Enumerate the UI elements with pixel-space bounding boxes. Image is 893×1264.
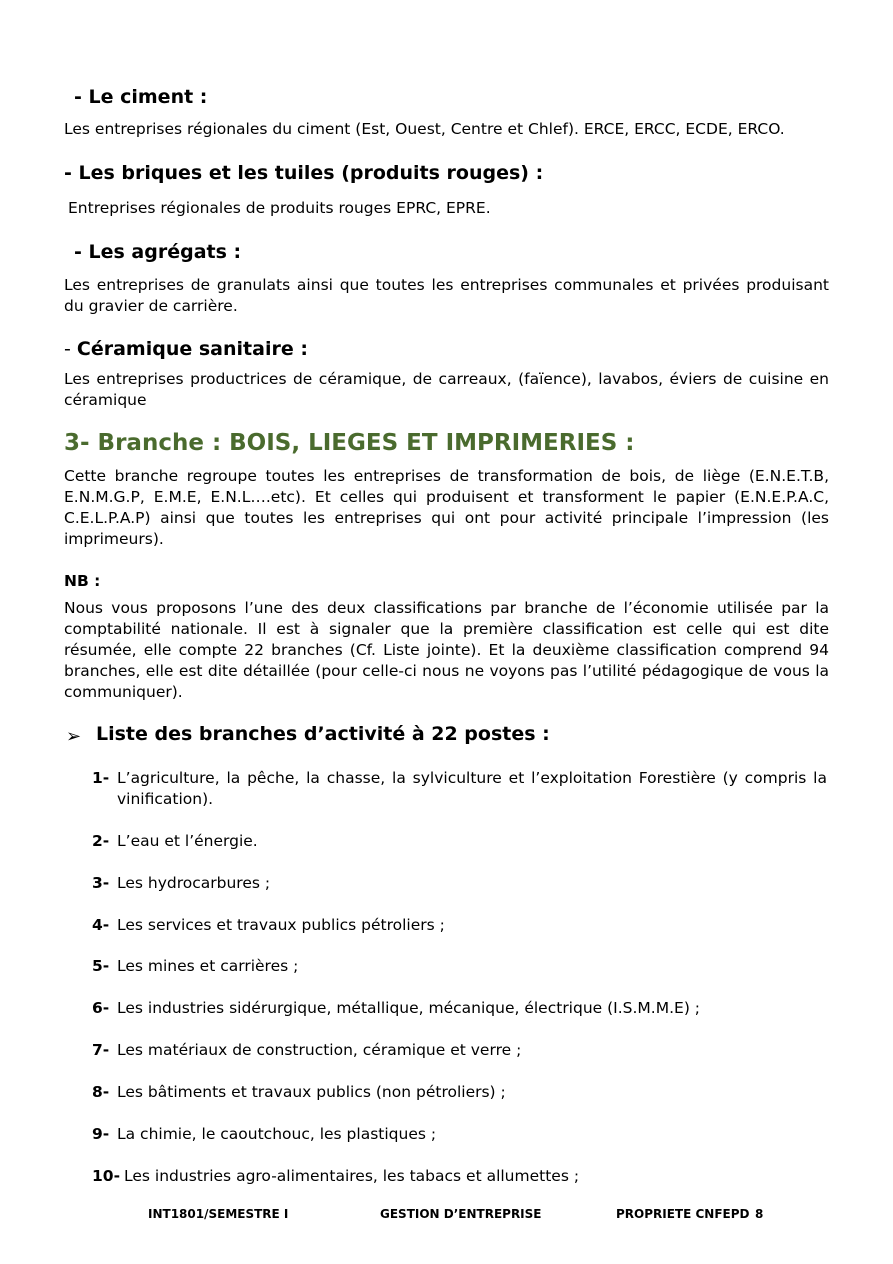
- paragraph-ciment: Les entreprises régionales du ciment (Est, Ouest, Centre et Chlef). ERCE, ERCC, ECDE, ERCO.: [64, 120, 785, 138]
- list-item-text: Les bâtiments et travaux publics (non pétroliers) ;: [117, 1083, 506, 1101]
- list-item-number: 9-: [92, 1125, 110, 1143]
- list-item-number: 10-: [92, 1167, 121, 1185]
- heading-agregats: - Les agrégats :: [74, 241, 242, 263]
- list-item-text: Les matériaux de construction, céramique et verre ;: [117, 1041, 522, 1059]
- list-title: Liste des branches d’activité à 22 postes :: [96, 723, 550, 745]
- list-item-number: 1-: [92, 769, 110, 787]
- list-item-number: 2-: [92, 832, 110, 850]
- paragraph-agregats: Les entreprises de granulats ainsi que toutes les entreprises communales et privées produisant du gravier de carrière.: [64, 276, 829, 315]
- list-item-number: 4-: [92, 916, 110, 934]
- list-item-text: Les industries agro-alimentaires, les tabacs et allumettes ;: [124, 1167, 580, 1185]
- nb-label: NB :: [64, 572, 101, 590]
- list-item-text: Les services et travaux publics pétroliers ;: [117, 916, 445, 934]
- heading-ciment: - Le ciment :: [74, 86, 208, 108]
- paragraph-branche: Cette branche regroupe toutes les entreprises de transformation de bois, de liège (E.N.E.T.B, E.N.M.G.P, E.M.E, E.N.L….etc). Et celles qui produisent et transforment le papier (E.N.E.P.A.C, C.E.L.P.A.P) ainsi que toutes les entreprises qui ont pour activité principale l’impression (les imprimeurs).: [64, 467, 829, 548]
- list-item-number: 7-: [92, 1041, 110, 1059]
- list-item: [92, 998, 829, 1019]
- heading-ceramique-prefix: -: [64, 338, 77, 360]
- list-item: [92, 1166, 829, 1187]
- list-item-number: 3-: [92, 874, 110, 892]
- paragraph-nb: Nous vous proposons l’une des deux classifications par branche de l’économie utilisée par la comptabilité nationale. Il est à signaler que la première classification est celle qui est dite résumée, elle compte 22 branches (Cf. Liste jointe). Et la deuxième classification comprend 94 branches, elle est dite détaillée (pour celle-ci nous ne voyons pas l’utilité pédagogique de vous la communiquer).: [64, 599, 829, 701]
- list-item: [92, 1040, 829, 1061]
- heading-ceramique: [64, 338, 308, 360]
- list-item: [92, 873, 829, 894]
- heading-briques: - Les briques et les tuiles (produits rouges) :: [64, 162, 544, 184]
- footer-owner: PROPRIETE CNFEPD: [616, 1207, 750, 1221]
- list-item-text: Les hydrocarbures ;: [117, 874, 271, 892]
- section-title-branche: 3- Branche : BOIS, LIEGES ET IMPRIMERIES :: [64, 430, 635, 456]
- list-item: [92, 956, 829, 977]
- list-item-number: 5-: [92, 957, 110, 975]
- arrow-bullet-icon: ➢: [66, 726, 82, 747]
- list-item: [92, 1082, 829, 1103]
- list-item-text: Les mines et carrières ;: [117, 957, 299, 975]
- list-item: [92, 831, 829, 852]
- paragraph-briques: Entreprises régionales de produits rouges EPRC, EPRE.: [68, 199, 491, 217]
- list-item-number: 8-: [92, 1083, 110, 1101]
- list-item-text: L’agriculture, la pêche, la chasse, la sylviculture et l’exploitation Forestière (y compris la vinification).: [117, 769, 827, 808]
- list-item-number: 6-: [92, 999, 110, 1017]
- paragraph-ceramique: Les entreprises productrices de céramique, de carreaux, (faïence), lavabos, éviers de cuisine en céramique: [64, 370, 829, 409]
- list-item: [92, 915, 829, 936]
- list-item: [92, 768, 829, 810]
- footer-course: INT1801/SEMESTRE I: [148, 1207, 289, 1221]
- heading-ceramique-label: Céramique sanitaire :: [76, 338, 308, 360]
- list-item: [92, 1124, 829, 1145]
- list-item-text: Les industries sidérurgique, métallique, mécanique, électrique (I.S.M.M.E) ;: [117, 999, 701, 1017]
- list-item-text: La chimie, le caoutchouc, les plastiques ;: [117, 1125, 437, 1143]
- footer-page-number: 8: [755, 1207, 764, 1221]
- list-item-text: L’eau et l’énergie.: [117, 832, 258, 850]
- footer-subject: GESTION D’ENTREPRISE: [380, 1207, 542, 1221]
